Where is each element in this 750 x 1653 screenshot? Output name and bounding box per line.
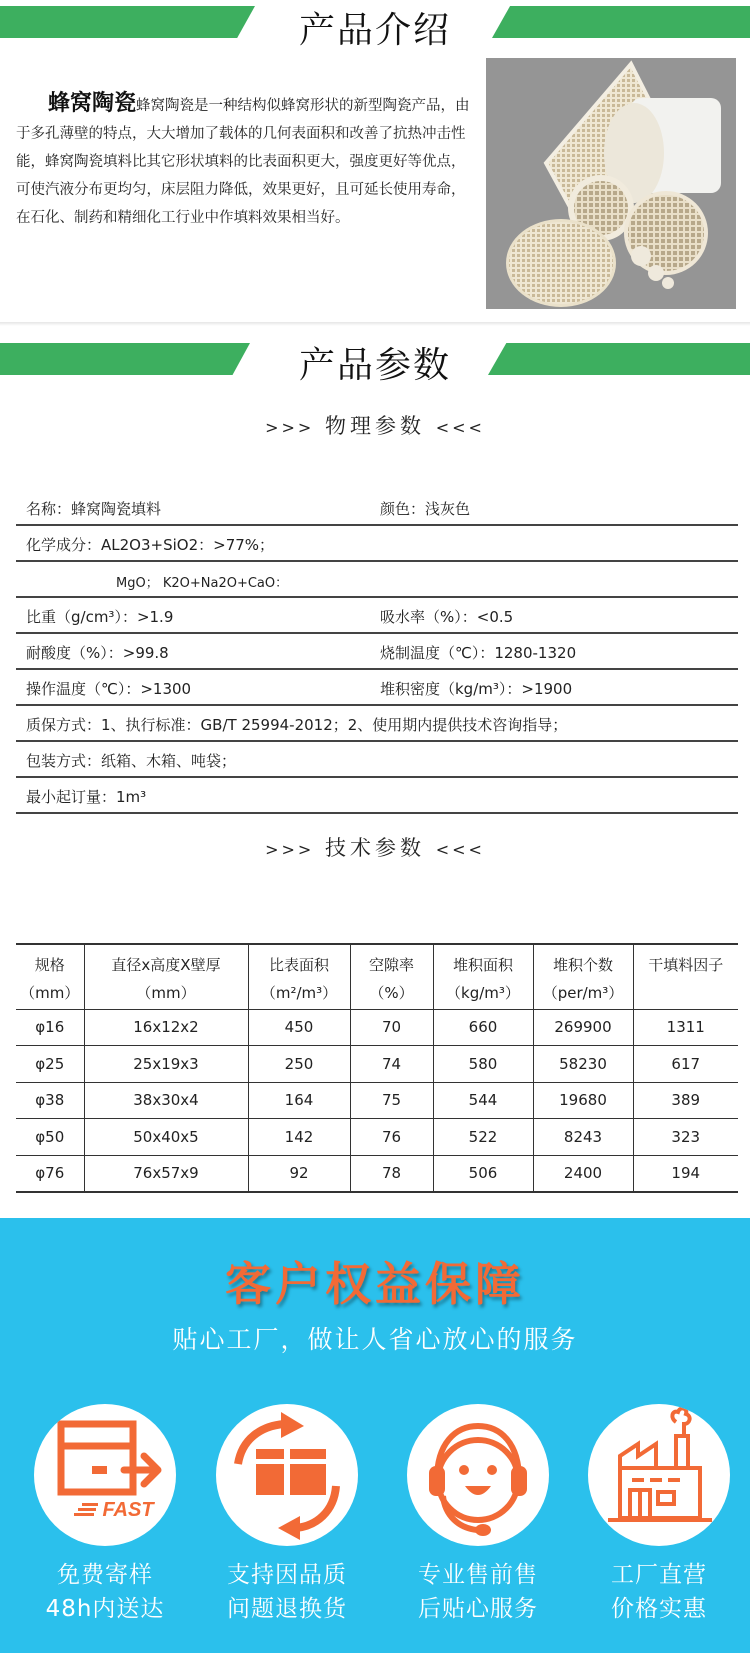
table-cell: 660 <box>433 1009 533 1046</box>
column-header: 堆积个数 （per/m³） <box>533 944 633 1009</box>
table-cell: 142 <box>248 1119 350 1156</box>
param-row <box>16 634 738 670</box>
fast-delivery-icon <box>34 1404 176 1546</box>
guarantee-item-returns <box>212 1404 362 1626</box>
param-water-absorption: 吸水率（%）：<0.5 <box>380 608 514 626</box>
technical-params-title: 技术参数 <box>325 836 425 860</box>
guarantee-title: 客户权益保障 <box>225 1257 525 1311</box>
table-cell: 323 <box>633 1119 738 1156</box>
section-title: 产品参数 <box>298 345 451 386</box>
green-stripe-right <box>492 6 750 38</box>
table-cell: 250 <box>248 1046 350 1083</box>
table-row <box>16 1119 738 1156</box>
table-cell: 75 <box>350 1082 433 1119</box>
column-header: 直径x高度X壁厚 （mm） <box>84 944 248 1009</box>
physical-params-list <box>16 490 738 814</box>
table-cell: 164 <box>248 1082 350 1119</box>
chevrons-right-deco: >>> <box>265 840 315 859</box>
physical-params-title: 物理参数 <box>325 414 425 438</box>
column-header: 比表面积 （m²/m³） <box>248 944 350 1009</box>
param-row <box>16 490 738 526</box>
table-cell: 38x30x4 <box>84 1082 248 1119</box>
return-exchange-icon <box>216 1404 358 1546</box>
column-header: 空隙率 （%） <box>350 944 433 1009</box>
table-cell: 194 <box>633 1155 738 1192</box>
table-header-row <box>16 944 738 1009</box>
table-cell: 544 <box>433 1082 533 1119</box>
param-acid-resistance: 耐酸度（%）：>99.8 <box>26 644 169 662</box>
table-cell: φ50 <box>16 1119 84 1156</box>
table-cell: 16x12x2 <box>84 1009 248 1046</box>
param-firing-temperature: 烧制温度（℃）：1280-1320 <box>380 644 577 662</box>
honeycomb-ceramic-photo <box>486 58 736 309</box>
guarantee-item-factory <box>584 1404 734 1626</box>
guarantee-item-free-sample <box>30 1404 180 1626</box>
customer-guarantee-section <box>0 1218 750 1653</box>
fast-badge: FAST <box>102 1499 154 1521</box>
param-row <box>16 706 738 742</box>
product-photo-illustration <box>486 58 736 309</box>
technical-params-heading <box>0 832 750 862</box>
table-cell: 76x57x9 <box>84 1155 248 1192</box>
customer-service-icon <box>407 1404 549 1546</box>
table-cell: 92 <box>248 1155 350 1192</box>
param-min-order: 最小起订量：1m³ <box>26 788 147 806</box>
section-banner-params <box>0 318 750 386</box>
guarantee-label: 专业售前售 后贴心服务 <box>418 1562 538 1622</box>
param-row <box>16 742 738 778</box>
technical-params-table <box>16 943 738 1193</box>
table-cell: 76 <box>350 1119 433 1156</box>
guarantee-subtitle: 贴心工厂，做让人省心放心的服务 <box>172 1325 578 1354</box>
table-cell: 1311 <box>633 1009 738 1046</box>
table-cell: 8243 <box>533 1119 633 1156</box>
column-header: 堆积面积 （kg/m³） <box>433 944 533 1009</box>
intro-body: 蜂窝陶瓷是一种结构似蜂窝形状的新型陶瓷产品，由于多孔薄壁的特点，大大增加了载体的几何表面积和改善了抗热冲击性能，蜂窝陶瓷填料比其它形状填料的比表面积更大，强度更好等优点，可使汽液分布更均匀，床层阻力降低，效果更好，且可延长使用寿命，在石化、制药和精细化工行业中作填料效果相当好。 <box>16 98 470 226</box>
param-row <box>16 562 738 598</box>
param-warranty: 质保方式：1、执行标准：GB/T 25994-2012；2、使用期内提供技术咨询指导； <box>26 716 568 734</box>
table-cell: 19680 <box>533 1082 633 1119</box>
guarantee-label: 免费寄样 48h内送达 <box>45 1562 165 1622</box>
param-row <box>16 526 738 562</box>
chevrons-left-deco: <<< <box>435 418 485 437</box>
guarantee-label: 支持因品质 问题退换货 <box>227 1562 347 1622</box>
chevrons-right-deco: >>> <box>265 418 315 437</box>
chevrons-left-deco: <<< <box>435 840 485 859</box>
table-cell: 580 <box>433 1046 533 1083</box>
table-cell: φ38 <box>16 1082 84 1119</box>
table-cell: 506 <box>433 1155 533 1192</box>
param-row <box>16 598 738 634</box>
param-bulk-density: 堆积密度（kg/m³）：>1900 <box>380 680 573 698</box>
intro-lead: 蜂窝陶瓷 <box>48 91 137 116</box>
table-cell: 25x19x3 <box>84 1046 248 1083</box>
physical-params-heading <box>0 410 750 440</box>
table-cell: 389 <box>633 1082 738 1119</box>
intro-paragraph <box>16 90 476 232</box>
table-cell: 58230 <box>533 1046 633 1083</box>
table-cell: φ16 <box>16 1009 84 1046</box>
factory-icon <box>588 1404 730 1546</box>
param-specific-gravity: 比重（g/cm³）：>1.9 <box>26 608 174 626</box>
param-operating-temperature: 操作温度（℃）：>1300 <box>26 680 192 698</box>
param-row <box>16 778 738 814</box>
guarantee-label: 工厂直营 价格实惠 <box>611 1562 707 1622</box>
table-cell: φ76 <box>16 1155 84 1192</box>
table-row <box>16 1155 738 1192</box>
table-cell: 2400 <box>533 1155 633 1192</box>
table-cell: 78 <box>350 1155 433 1192</box>
table-cell: 50x40x5 <box>84 1119 248 1156</box>
param-row <box>16 670 738 706</box>
table-cell: 269900 <box>533 1009 633 1046</box>
table-cell: 522 <box>433 1119 533 1156</box>
table-cell: 70 <box>350 1009 433 1046</box>
table-cell: 74 <box>350 1046 433 1083</box>
section-banner-intro <box>0 0 750 60</box>
table-cell: φ25 <box>16 1046 84 1083</box>
column-header: 规格 （mm） <box>16 944 84 1009</box>
table-cell: 617 <box>633 1046 738 1083</box>
param-name: 名称：蜂窝陶瓷填料 <box>26 500 162 518</box>
column-header: 干填料因子 <box>633 944 738 1009</box>
guarantee-item-service <box>403 1404 553 1626</box>
green-stripe-right <box>488 343 750 375</box>
param-chemical-composition-cont: MgO； K2O+Na2O+CaO： <box>116 576 289 591</box>
section-title: 产品介绍 <box>298 10 451 51</box>
table-row <box>16 1009 738 1046</box>
table-row <box>16 1046 738 1083</box>
param-packaging: 包装方式：纸箱、木箱、吨袋； <box>26 752 237 770</box>
param-color: 颜色：浅灰色 <box>380 500 471 518</box>
table-cell: 450 <box>248 1009 350 1046</box>
table-row <box>16 1082 738 1119</box>
param-chemical-composition: 化学成分：AL2O3+SiO2：>77%； <box>26 536 275 554</box>
